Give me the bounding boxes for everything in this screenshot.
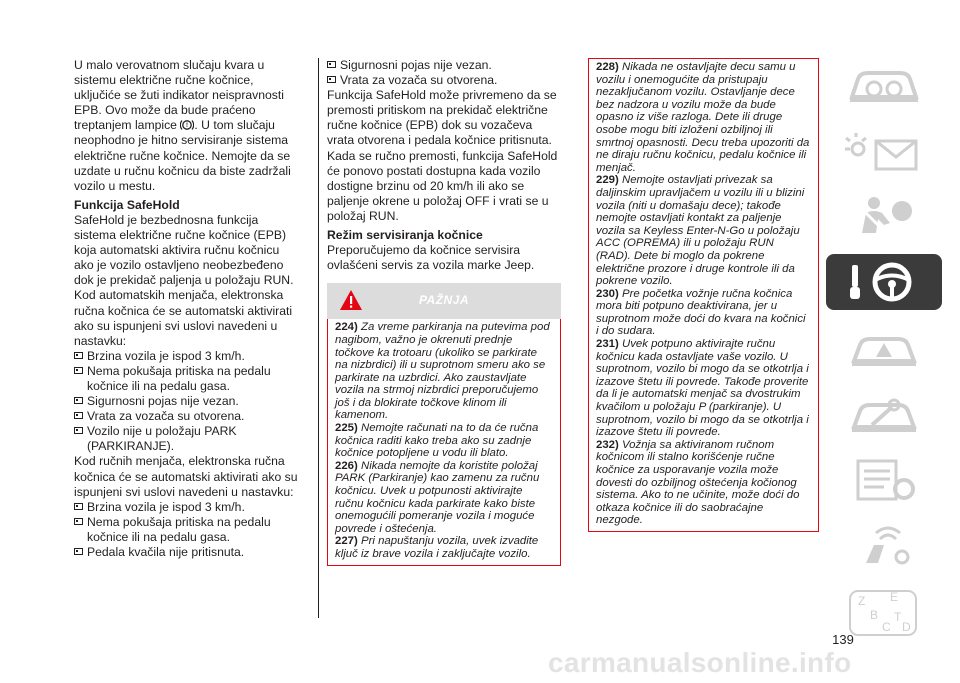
bullet-icon: [74, 367, 83, 374]
index-letter: Z: [858, 594, 866, 608]
index-letter: E: [890, 590, 899, 604]
list-item: Vrata za vozača su otvorena.: [74, 409, 300, 424]
index-letter: B: [870, 608, 879, 622]
nav-specifications[interactable]: [826, 452, 942, 508]
warning-item: 226) Nikada nemojte da koristite položaj PARK (Parkiranje) kao zamenu za ručnu kočnicu. Uvek u potpunosti aktivirajte ručnu kočnicu kada parkirate kako biste onemogućili pomeranje vozila i moguće povrede i oštećenja.: [335, 459, 540, 535]
auto-conditions-list: [74, 349, 300, 455]
specifications-icon: [844, 457, 924, 503]
list-item: Brzina vozila je ispod 3 km/h.: [74, 349, 300, 364]
note-item: 230) Pre početka vožnje ručna kočnica mora biti potpuno deaktivirana, jer u suprotnom može doći do kvara na kočnici i do sudara.: [596, 287, 806, 338]
car-breakdown-icon: [844, 325, 924, 371]
index-letter: D: [902, 620, 911, 634]
nav-safety[interactable]: [826, 188, 942, 244]
list-item: Vozilo nije u položaju PARK (PARKIRANJE).: [74, 424, 300, 454]
manual-paragraph: Kod ručnih menjača, elektronska ručna kočnica će se automatski aktivirati ako su ispunjeni svi uslovi navedeni u nastavku:: [74, 454, 298, 499]
safehold-paragraph: SafeHold je bezbednosna funkcija sistema električne ručne kočnice (EPB) koja automatski aktivira ručnu kočnicu ako je vozilo ostavljeno neobezbeđeno dok je prekidač paljenja u položaju RUN. Kod automatskih menjača, elektronska ručna kočnica će se automatski aktivirati ako su ispunjeni svi uslovi navedeni u nastavku:: [74, 212, 294, 348]
note-item: 229) Nemojte ostavljati privezak sa daljinskim upravljačem u vozilu ili u blizini vozila (niti u domašaju dece); takođe nemojte ostavljati kontakt za paljenje vozila sa Keyless Enter-N-Go u položaju ACC (OPREMA) ili u položaju RUN (RAD). Dete bi moglo da pokrene električne prozore i druge kontrole ili da pokrene vozilo.: [596, 174, 805, 288]
bullet-icon: [74, 352, 83, 359]
safehold-heading: Funkcija SafeHold: [74, 197, 180, 212]
bullet-icon: [74, 503, 83, 510]
brake-service-paragraph: Preporučujemo da kočnice servisira ovlašćeni servis za vozila marke Jeep.: [327, 243, 535, 273]
list-item: Nema pokušaja pritiska na pedalu kočnice ili na pedalu gasa.: [74, 364, 300, 394]
list-item: Pedala kvačila nije pritisnuta.: [74, 545, 300, 560]
key-steering-icon: [844, 259, 924, 305]
list-item: Sigurnosni pojas nije vezan.: [74, 394, 300, 409]
index-icon: [844, 587, 924, 637]
note-item: 228) Nikada ne ostavljajte decu samu u vozilu i onemogućite da pristupaju nezaključanom vozilu. Ostavljanje dece bez nadzora u vozilu može da bude opasno iz više razloga. Dete ili druge osobe mogu biti izloženi ozbiljnoj ili smrtnoj opasnosti. Decu treba upozoriti da ne diraju ručnu kočnicu, pedalu kočnice ili menjač.: [596, 61, 810, 174]
notes-box: [588, 58, 819, 532]
warning-item: 225) Nemojte računati na to da će ručna kočnica raditi kako treba ako su zadnje kočnice potopljene u vodu ili blato.: [335, 422, 539, 460]
column-divider: [318, 58, 319, 618]
bullet-icon: [74, 397, 83, 404]
parking-brake-lamp-icon: [180, 119, 194, 131]
page-number: 139: [832, 632, 854, 647]
left-column: [74, 58, 300, 560]
bullet-icon: [74, 427, 83, 434]
nav-servicing[interactable]: [826, 386, 942, 442]
middle-column: [327, 58, 561, 566]
nav-warning-lights[interactable]: [826, 122, 942, 178]
car-dashboard-icon: [844, 61, 924, 107]
warning-light-icon: [844, 127, 924, 173]
nav-starting-driving[interactable]: [826, 254, 942, 310]
nav-car-dashboard[interactable]: [826, 56, 942, 112]
manual-conditions-list: [74, 500, 300, 560]
index-letter: T: [894, 610, 902, 624]
seatbelt-airbag-icon: [844, 193, 924, 239]
multimedia-icon: [844, 523, 924, 569]
bullet-icon: [74, 518, 83, 525]
note-item: 232) Vožnja sa aktiviranom ručnom kočnicom ili stalno korišćenje ručne kočnice za usporavanje vozila može dovesti do ozbiljnog oštećenja kočionog sistema. Ako to ne učinite, može doći do otkaza kočnice ili do saobraćajne nezgode.: [596, 438, 800, 527]
warning-item: 224) Za vreme parkiranja na putevima pod nagibom, važno je okrenuti prednje točkove ka trotoaru (ukoliko se parkirate na nizbrdici) ili u suprotnom smeru ako se parkirate na uzbrdici. Ako zaustavljate vozila na strmoj nizbrdici preporučujemo još i da blokirate točkove klinom ili kamenom.: [335, 321, 550, 422]
note-item: 231) Uvek potpuno aktivirajte ručnu kočnicu kada ostavljate vaše vozilo. U suprotnom, vozilo bi mogo da se otkotrlja i izazove štetu ili povrede. Takođe proverite da li je automatski menjač sa dvostrukim kvačilom u položaju P (parkiranje). U suprotnom, vozilo bi mogo da se otkotrlja i izazove štetu ili povrede.: [596, 338, 809, 439]
index-letter: C: [882, 620, 891, 634]
nav-emergency[interactable]: [826, 320, 942, 376]
warning-item: 227) Pri napuštanju vozila, uvek izvadite ključ iz brave vozila i zaključajte vozilo.: [335, 535, 539, 560]
bullet-icon: [327, 61, 336, 68]
list-item: Brzina vozila je ispod 3 km/h.: [74, 500, 300, 515]
safehold-override-paragraph: Funkcija SafeHold može privremeno da se premosti pritiskom na prekidač električne ručne kočnice (EPB) dok su vozačeva vrata otvorena i pedala kočnice pritisnuta. Kada se ručno premosti, funkcija SafeHold će ponovo postati dostupna kada vozilo dostigne brzinu od 20 km/h ili ako se paljenje okrene u položaj OFF i vrati se u položaj RUN.: [327, 88, 558, 223]
nav-multimedia[interactable]: [826, 518, 942, 574]
intro-text-2: . U tom slučaju neophodno je hitno servisiranje sistema električne ručne kočnice. Nemojte da se uzdate u ručnu kočnicu da biste zadržali vozilo u mestu.: [74, 118, 291, 193]
list-item: Sigurnosni pojas nije vezan.: [327, 58, 561, 73]
list-item: Vrata za vozača su otvorena.: [327, 73, 561, 88]
wrench-car-icon: [844, 391, 924, 437]
warning-box: [327, 319, 561, 565]
list-item: Nema pokušaja pritiska na pedalu kočnice ili na pedalu gasa.: [74, 515, 300, 545]
svg-text:!: !: [186, 123, 189, 130]
watermark: carmanualsonline.info: [548, 647, 852, 678]
chapter-nav: [826, 56, 946, 650]
intro-paragraph: [74, 58, 300, 194]
brake-service-heading: Režim servisiranja kočnice: [327, 228, 483, 243]
bullet-icon: [327, 76, 336, 83]
warning-header: [327, 283, 561, 319]
bullet-icon: [74, 412, 83, 419]
warning-title: PAŽNJA: [418, 293, 470, 308]
bullet-icon: [74, 548, 83, 555]
intro-text: U malo verovatnom slučaju kvara u sistemu električne ručne kočnice, uključiće se žuti indikator neispravnosti EPB. Ovo može da bude praćeno treptanjem lampice: [74, 58, 284, 133]
